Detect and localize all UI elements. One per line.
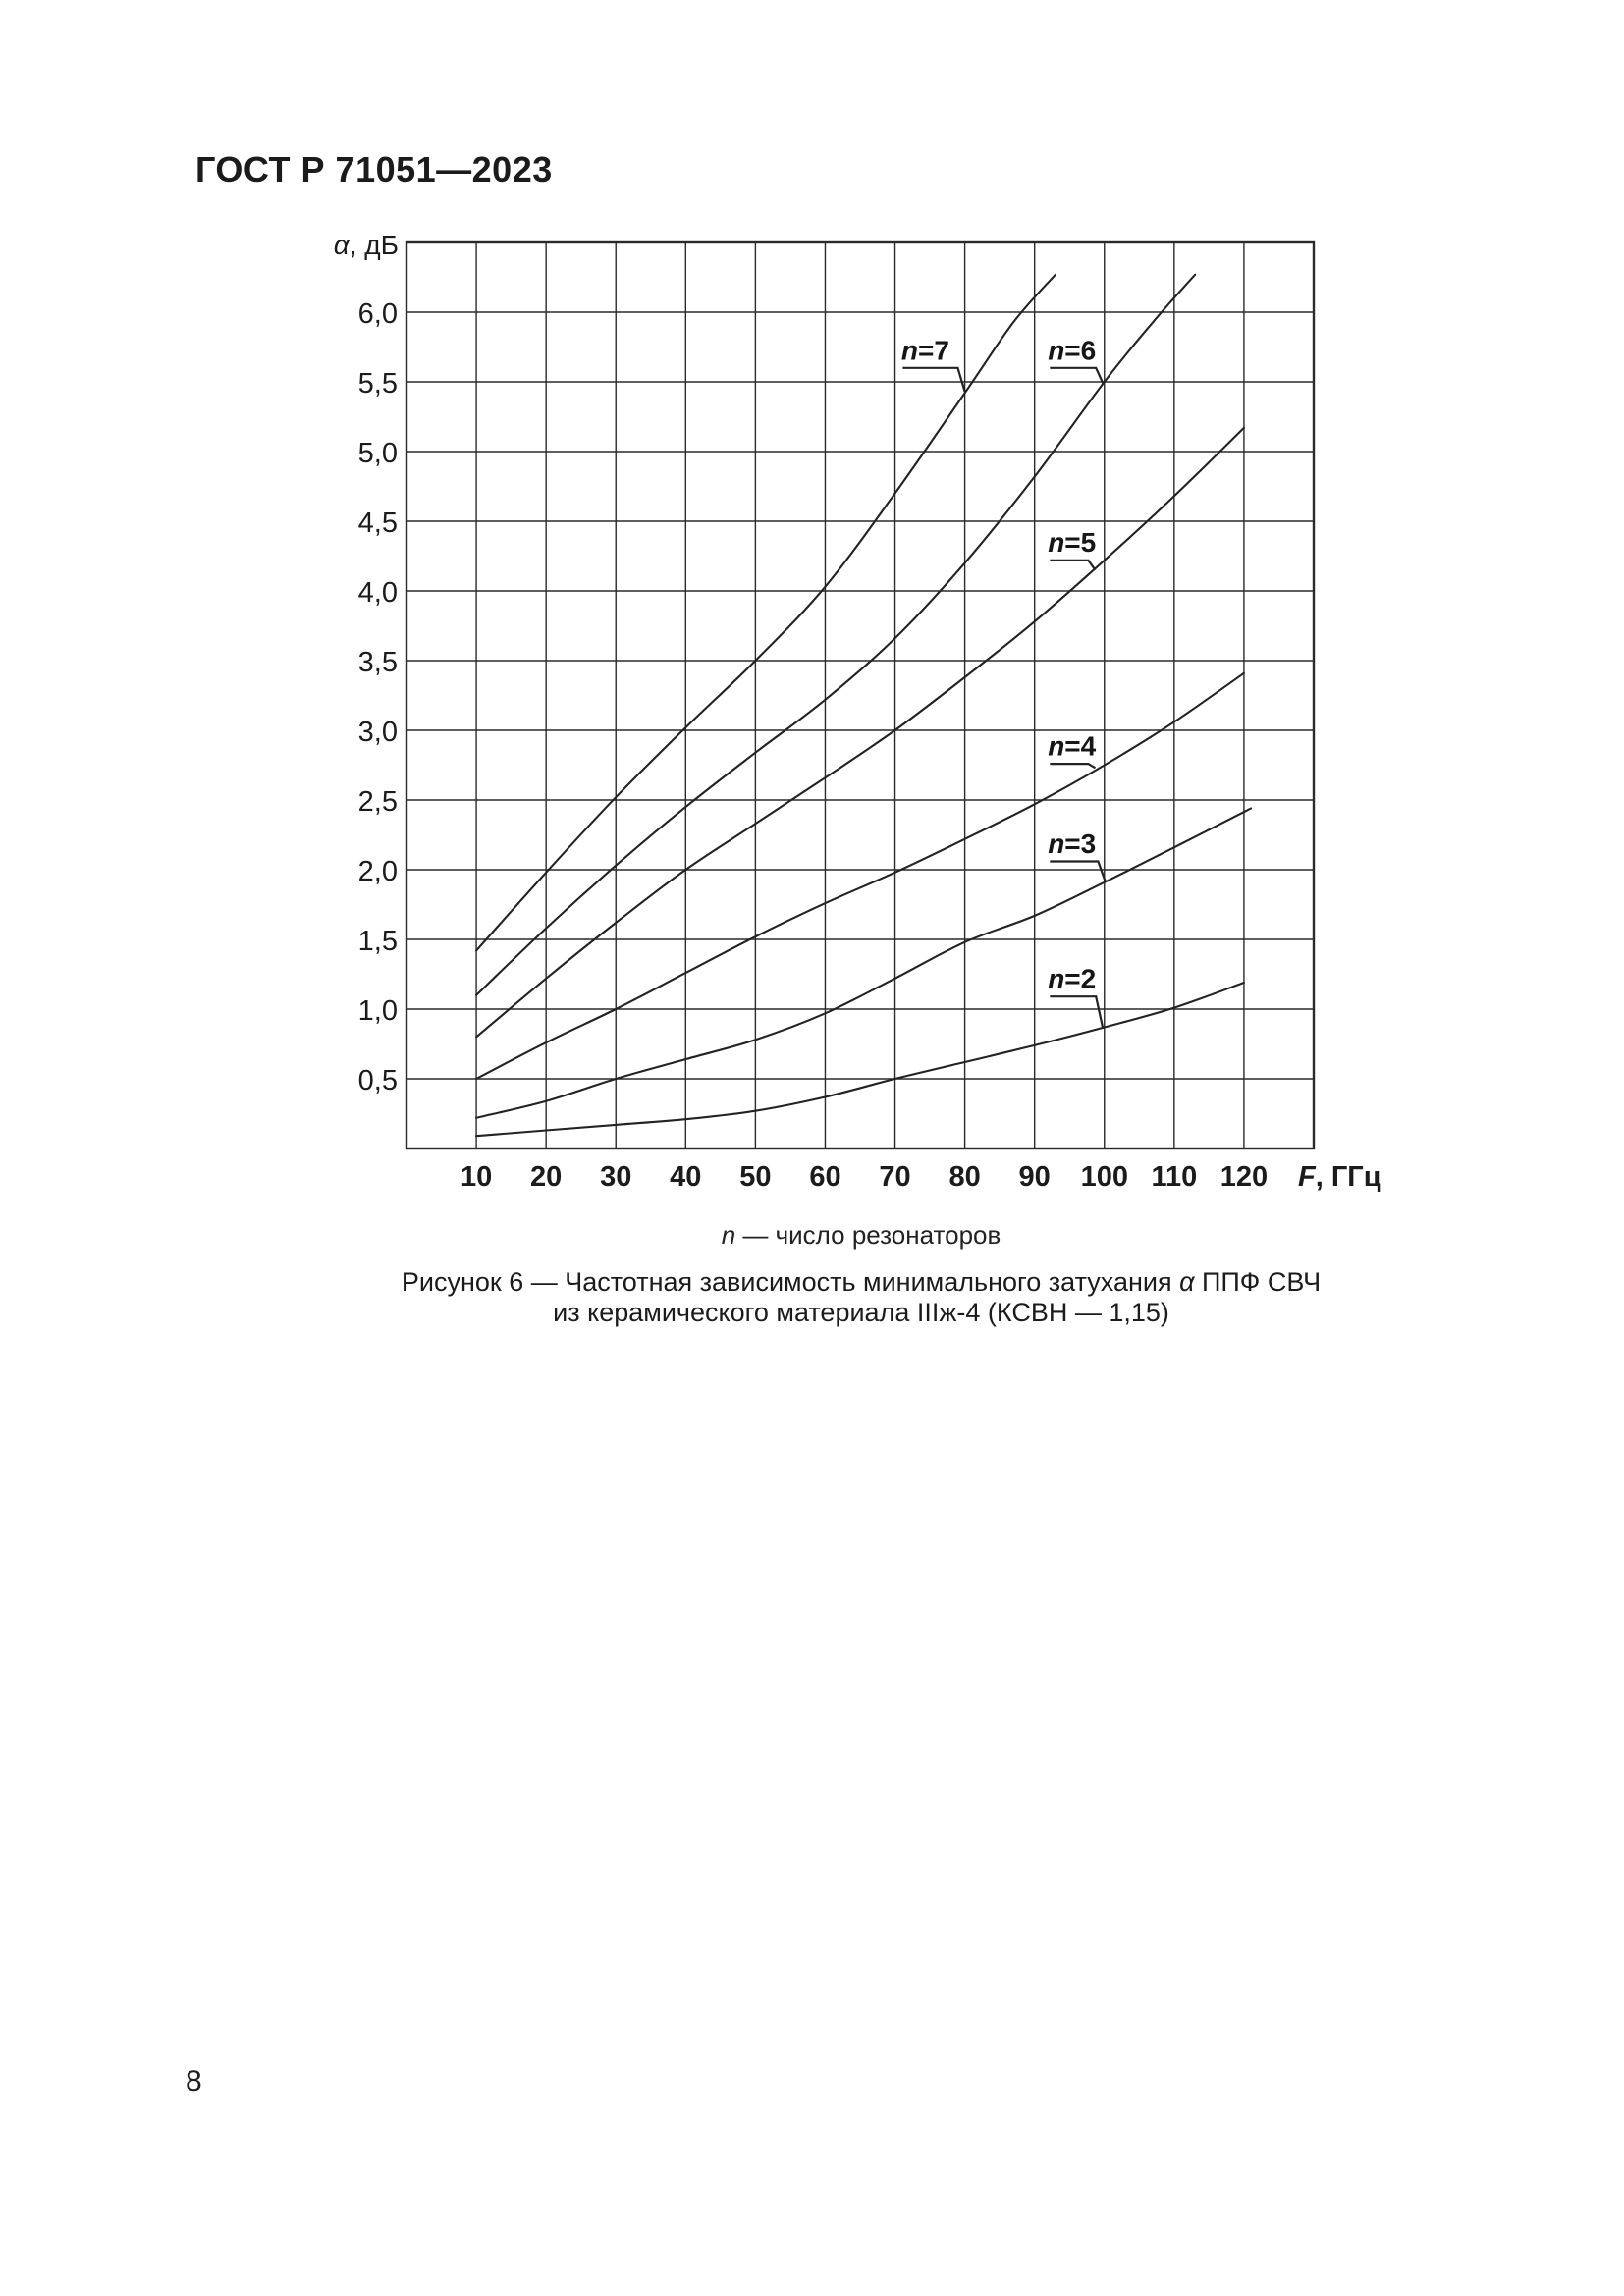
- curve-n4: [476, 673, 1244, 1079]
- y-tick-label: 4,0: [357, 577, 398, 609]
- curve-label-n3: n=3: [1048, 828, 1097, 859]
- curve-n7: [476, 275, 1056, 951]
- curve-label-leader: [1050, 996, 1103, 1029]
- figure-caption-line-2: из керамического материала IIIж-4 (КСВН — 1,15): [553, 1298, 1169, 1327]
- curve-label-n6: n=6: [1048, 335, 1097, 366]
- figure-legend: [321, 1220, 1401, 1251]
- curve-label-leader: [1050, 368, 1103, 384]
- x-tick-label: 110: [1151, 1161, 1198, 1193]
- x-tick-label: 70: [879, 1161, 911, 1193]
- curve-label-leader: [902, 368, 964, 392]
- y-tick-label: 1,5: [357, 926, 398, 957]
- y-tick-label: 3,5: [357, 647, 398, 678]
- attenuation-frequency-chart: [314, 221, 1404, 1212]
- x-tick-label: 30: [600, 1161, 632, 1193]
- curve-label-leader: [1050, 561, 1095, 570]
- y-tick-label: 2,0: [357, 856, 398, 887]
- x-tick-label: 100: [1080, 1161, 1128, 1193]
- x-tick-label: 10: [460, 1161, 493, 1193]
- x-tick-label: 90: [1018, 1161, 1051, 1193]
- x-tick-label: 120: [1219, 1161, 1269, 1193]
- curve-label-leader: [1050, 764, 1095, 768]
- figure-caption: [321, 1267, 1401, 1328]
- plot-border: [406, 242, 1314, 1148]
- x-tick-label: 80: [948, 1161, 981, 1193]
- legend-variable-n: n: [721, 1220, 736, 1250]
- curve-label-n2: n=2: [1048, 963, 1097, 994]
- curve-n5: [476, 428, 1244, 1038]
- y-tick-label: 5,5: [357, 368, 398, 400]
- page-number: 8: [186, 2065, 202, 2098]
- x-tick-label: 20: [530, 1161, 563, 1193]
- x-tick-label: 40: [670, 1161, 702, 1193]
- curve-label-n4: n=4: [1048, 730, 1097, 762]
- x-tick-label: 50: [739, 1161, 772, 1193]
- curve-n2: [476, 983, 1244, 1136]
- curve-label-leader: [1050, 862, 1105, 881]
- curve-label-n7: n=7: [900, 335, 949, 366]
- y-tick-label: 4,5: [357, 507, 398, 539]
- curve-n3: [476, 809, 1251, 1118]
- y-tick-label: 1,0: [357, 995, 398, 1027]
- caption-alpha-symbol: α: [1179, 1267, 1195, 1297]
- legend-text: — число резонаторов: [735, 1220, 1001, 1250]
- curve-n6: [476, 275, 1195, 995]
- y-tick-label: 0,5: [357, 1065, 398, 1096]
- x-axis-unit-label: F, ГГц: [1298, 1161, 1381, 1193]
- y-tick-label: 5,0: [357, 438, 398, 469]
- gost-standard-header: ГОСТ Р 71051—2023: [195, 149, 553, 189]
- y-tick-label: 2,5: [357, 786, 398, 818]
- y-tick-label: 6,0: [357, 298, 398, 330]
- curve-label-n5: n=5: [1048, 527, 1097, 559]
- figure-caption-line-1: Рисунок 6 — Частотная зависимость минимального затухания α ППФ СВЧ: [401, 1267, 1322, 1297]
- x-tick-label: 60: [809, 1161, 841, 1193]
- y-axis-unit-label: α, дБ: [333, 230, 399, 260]
- y-tick-label: 3,0: [357, 717, 398, 748]
